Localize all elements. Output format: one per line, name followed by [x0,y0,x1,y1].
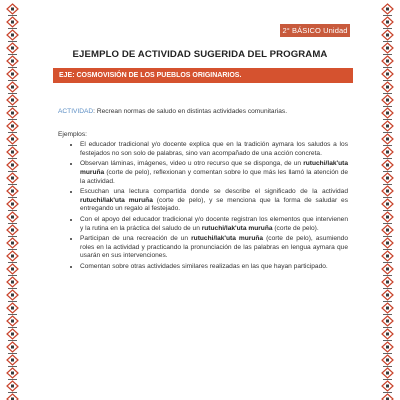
axis-banner [53,68,353,83]
border-dot [11,99,14,102]
border-dot [11,164,14,167]
activity-text: : Recrean normas de saludo en distintas actividades comunitarias. [93,108,288,115]
border-dot [386,177,389,180]
border-dot [11,190,14,193]
border-dot [11,34,14,37]
example-item [80,141,348,158]
border-dot [11,255,14,258]
example-item [80,235,348,261]
example-term: rutuchi/lak'uta muruña [80,160,348,176]
example-term: rutuchi/lak'uta muruña [201,224,273,232]
border-dot [386,281,389,284]
border-dot [386,268,389,271]
activity-content [58,108,348,274]
border-dot [11,73,14,76]
border-dot [386,242,389,245]
border-dot [11,281,14,284]
border-dot [11,47,14,50]
border-dot [11,385,14,388]
example-text: (corte de pelo). [272,224,319,232]
example-item [80,263,348,272]
border-dot [11,112,14,115]
border-dot [386,21,389,24]
example-term: rutuchi/lak'uta muruña [80,196,153,204]
border-dot [386,333,389,336]
border-dot [386,8,389,11]
border-dot [386,125,389,128]
border-dot [386,34,389,37]
border-dot [386,73,389,76]
border-dot [386,216,389,219]
border-dot [11,242,14,245]
border-dot [386,229,389,232]
decorative-border-left [5,0,20,400]
border-dot [11,229,14,232]
border-dot [11,86,14,89]
example-text: Con el apoyo del educador tradicional y/o docente registran los elementos que intervienen y la rutina en la práctica del saludo de un [80,215,348,232]
border-dot [386,190,389,193]
border-dot [11,151,14,154]
example-item [80,188,348,214]
example-text: Comentan sobre otras actividades similares realizadas en las que hayan participado. [80,262,328,270]
border-dot [11,216,14,219]
border-dot [11,372,14,375]
border-dot [11,125,14,128]
page-title: EJEMPLO DE ACTIVIDAD SUGERIDA DEL PROGRAMA [72,49,328,60]
border-dot [386,164,389,167]
border-dot [11,8,14,11]
example-text: (corte de pelo), asumiendo roles en la actividad y practicando la pronunciación de las palabras en lengua aymara que usarán en sus intervenciones. [80,235,348,260]
andean-pattern-right [380,0,395,400]
border-dot [11,333,14,336]
border-dot [11,60,14,63]
activity-label: ACTIVIDAD [58,108,94,115]
activity-line [58,108,348,117]
border-dot [386,86,389,89]
border-dot [11,177,14,180]
example-text: (corte de pelo), reflexionan y comentan sobre lo que más les llamó la atención de la actividad. [80,168,348,185]
axis-label: EJE: COSMOVISIÓN DE LOS PUEBLOS ORIGINARIOS. [59,72,242,79]
example-text: (corte de pelo), y se menciona que la forma de saludar es entregando un regalo al festejado. [80,196,348,213]
border-dot [386,294,389,297]
border-dot [11,294,14,297]
border-dot [11,203,14,206]
example-text: Escuchan una lectura compartida donde se describe el significado de la actividad [80,188,348,196]
examples-list [58,141,348,271]
border-dot [11,268,14,271]
border-dot [386,307,389,310]
border-dot [386,320,389,323]
border-dot [386,346,389,349]
border-dot [11,359,14,362]
border-dot [386,99,389,102]
border-dot [386,151,389,154]
decorative-border-right [380,0,395,400]
example-item [80,160,348,186]
example-text: Observan láminas, imágenes, video u otro recurso que se disponga, de un [80,160,304,168]
border-dot [386,372,389,375]
border-dot [386,47,389,50]
border-dot [11,346,14,349]
border-dot [11,21,14,24]
border-dot [386,255,389,258]
example-term: rutuchi/lak'uta muruña [191,235,264,243]
grade-unit-badge: 2° BÁSICO Unidad 2 [280,24,350,37]
border-dot [11,307,14,310]
example-text: Participan de una recreación de un [80,235,192,243]
border-dot [386,112,389,115]
border-dot [386,359,389,362]
examples-label: Ejemplos: [58,130,87,138]
andean-pattern-left [5,0,20,400]
border-dot [386,60,389,63]
example-text: El educador tradicional y/o docente explica que en la tradición aymara los saludos a los festejados no son solo de palabras, sino van acompañado de una acción concreta. [80,141,348,157]
border-dot [386,138,389,141]
border-dot [11,138,14,141]
border-dot [386,385,389,388]
example-item [80,216,348,233]
border-dot [11,320,14,323]
border-dot [386,203,389,206]
